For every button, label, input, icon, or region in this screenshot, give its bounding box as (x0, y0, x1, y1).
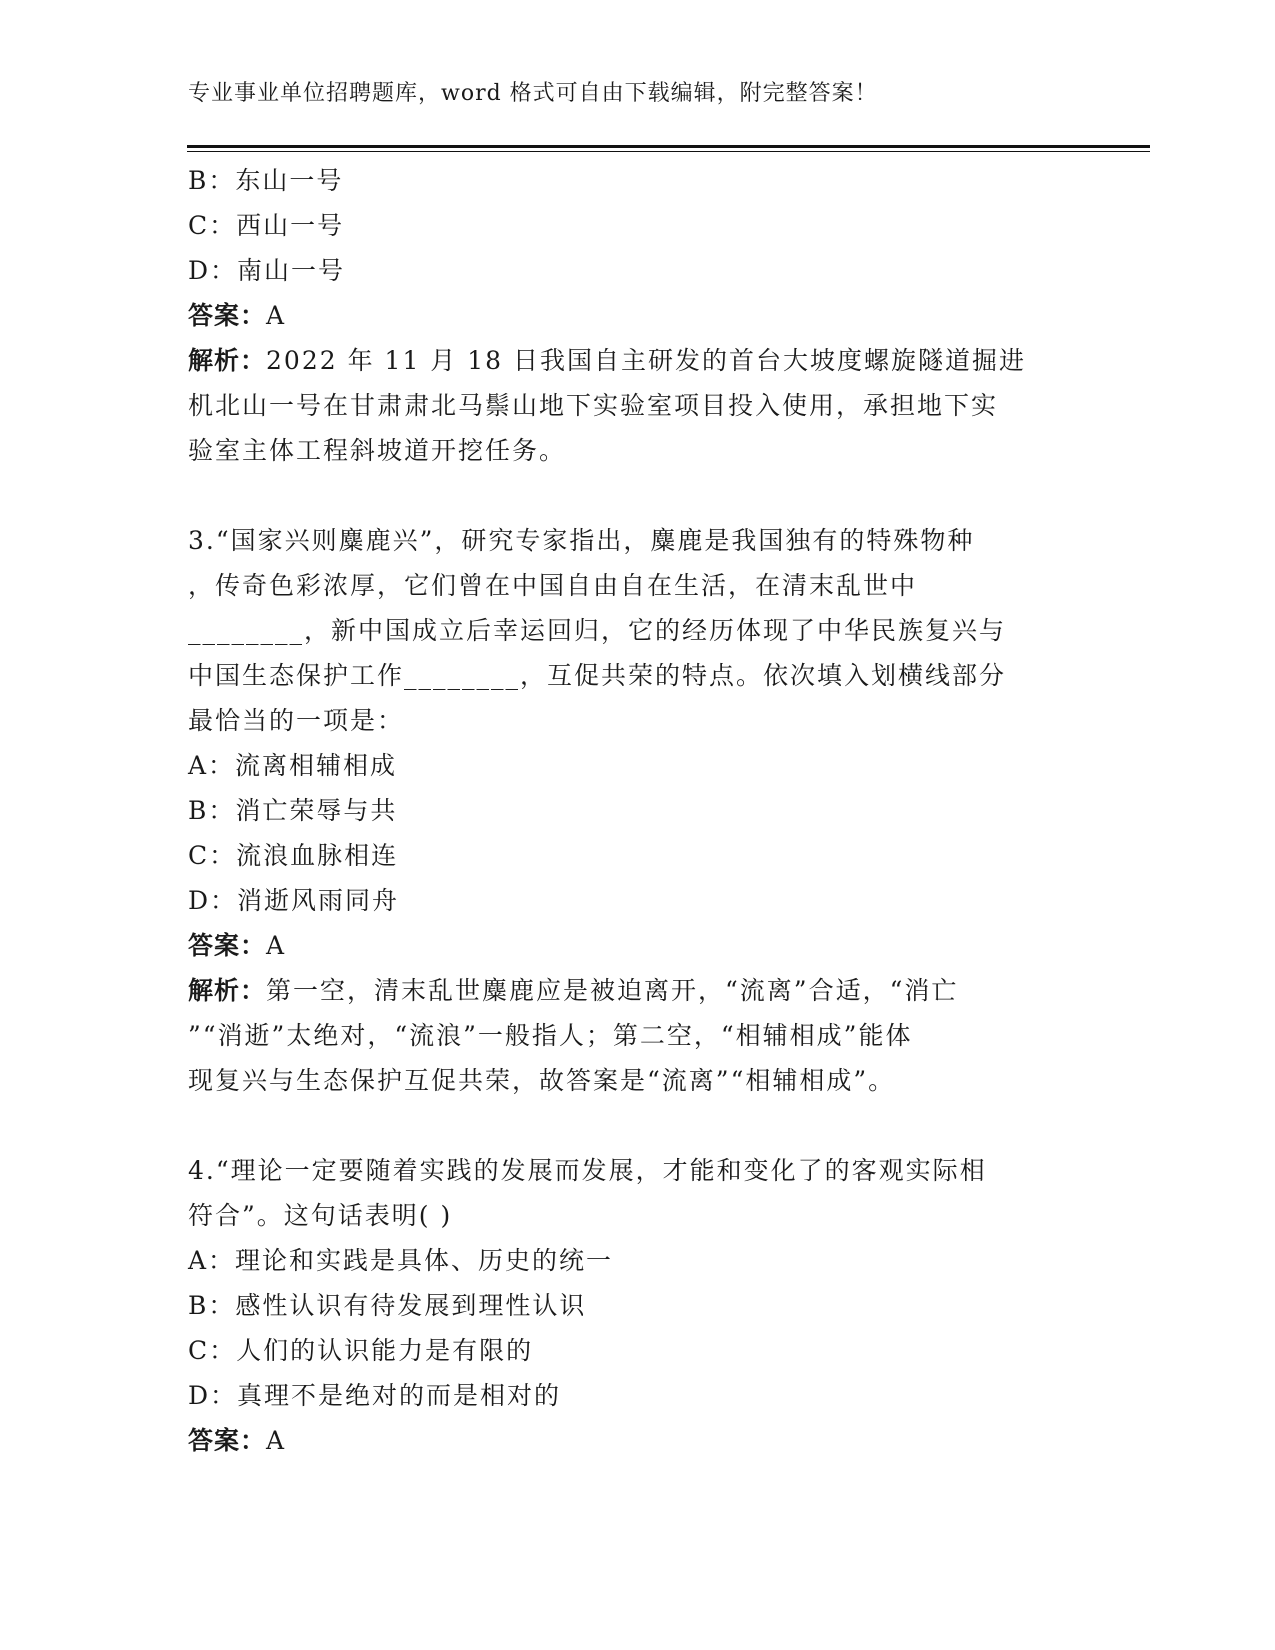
spacer (188, 1103, 1088, 1148)
q3-stem-line-1: 3.“国家兴则麋鹿兴”，研究专家指出，麋鹿是我国独有的特殊物种 (188, 526, 975, 555)
q2-analysis-line-2: 机北山一号在甘肃肃北马鬃山地下实验室项目投入使用，承担地下实 (188, 391, 999, 420)
q4-answer-value: A (266, 1426, 287, 1455)
spacer (188, 473, 1088, 518)
q2-answer-label: 答案： (188, 301, 267, 330)
q3-option-a: A：流离相辅相成 (188, 751, 398, 780)
q2-answer (188, 293, 1088, 338)
q4-answer-label: 答案： (188, 1426, 267, 1455)
q4-option-d: D：真理不是绝对的而是相对的 (188, 1381, 562, 1410)
q3-answer (188, 923, 1088, 968)
q2-option-d: D：南山一号 (188, 256, 346, 285)
header-rule-thick (187, 145, 1150, 148)
q2-analysis-line-1 (188, 338, 1088, 383)
q3-analysis-line-3: 现复兴与生态保护互促共荣，故答案是“流离”“相辅相成”。 (188, 1066, 896, 1095)
q2-option-c: C：西山一号 (188, 211, 345, 240)
q3-answer-value: A (266, 931, 287, 960)
q4-answer (188, 1418, 1088, 1463)
q3-analysis-label: 解析： (188, 976, 267, 1005)
q3-stem-line-2: ，传奇色彩浓厚，它们曾在中国自由自在生活，在清末乱世中 (188, 571, 918, 600)
q3-analysis-line-2: ”“消逝”太绝对，“流浪”一般指人；第二空，“相辅相成”能体 (188, 1021, 913, 1050)
q2-analysis-text-1: 2022 年 11 月 18 日我国自主研发的首台大坡度螺旋隧道掘进 (266, 346, 1026, 375)
q3-option-d: D：消逝风雨同舟 (188, 886, 400, 915)
q4-option-c: C：人们的认识能力是有限的 (188, 1336, 534, 1365)
q3-stem-line-4: 中国生态保护工作________，互促共荣的特点。依次填入划横线部分 (188, 661, 1007, 690)
page-header: 专业事业单位招聘题库，word 格式可自由下载编辑，附完整答案！ (188, 81, 878, 106)
q3-analysis-line-1 (188, 968, 1088, 1013)
header-rule-thin (187, 151, 1150, 152)
q3-stem-line-3: ________，新中国成立后幸运回归，它的经历体现了中华民族复兴与 (188, 616, 1007, 645)
q2-analysis-line-3: 验室主体工程斜坡道开挖任务。 (188, 436, 567, 465)
question-content (188, 158, 1088, 1463)
q4-stem-line-2: 符合”。这句话表明( ) (188, 1201, 453, 1230)
q4-option-b: B：感性认识有待发展到理性认识 (188, 1291, 587, 1320)
q3-answer-label: 答案： (188, 931, 267, 960)
q4-stem-line-1: 4.“理论一定要随着实践的发展而发展，才能和变化了的客观实际相 (188, 1156, 987, 1185)
q3-stem-line-5: 最恰当的一项是： (188, 706, 405, 735)
q3-analysis-text-1: 第一空，清末乱世麋鹿应是被迫离开，“流离”合适，“消亡 (266, 976, 959, 1005)
q4-option-a: A：理论和实践是具体、历史的统一 (188, 1246, 614, 1275)
q2-analysis-label: 解析： (188, 346, 267, 375)
q3-option-c: C：流浪血脉相连 (188, 841, 399, 870)
q2-answer-value: A (266, 301, 287, 330)
q2-option-b: B：东山一号 (188, 166, 344, 195)
q3-option-b: B：消亡荣辱与共 (188, 796, 398, 825)
